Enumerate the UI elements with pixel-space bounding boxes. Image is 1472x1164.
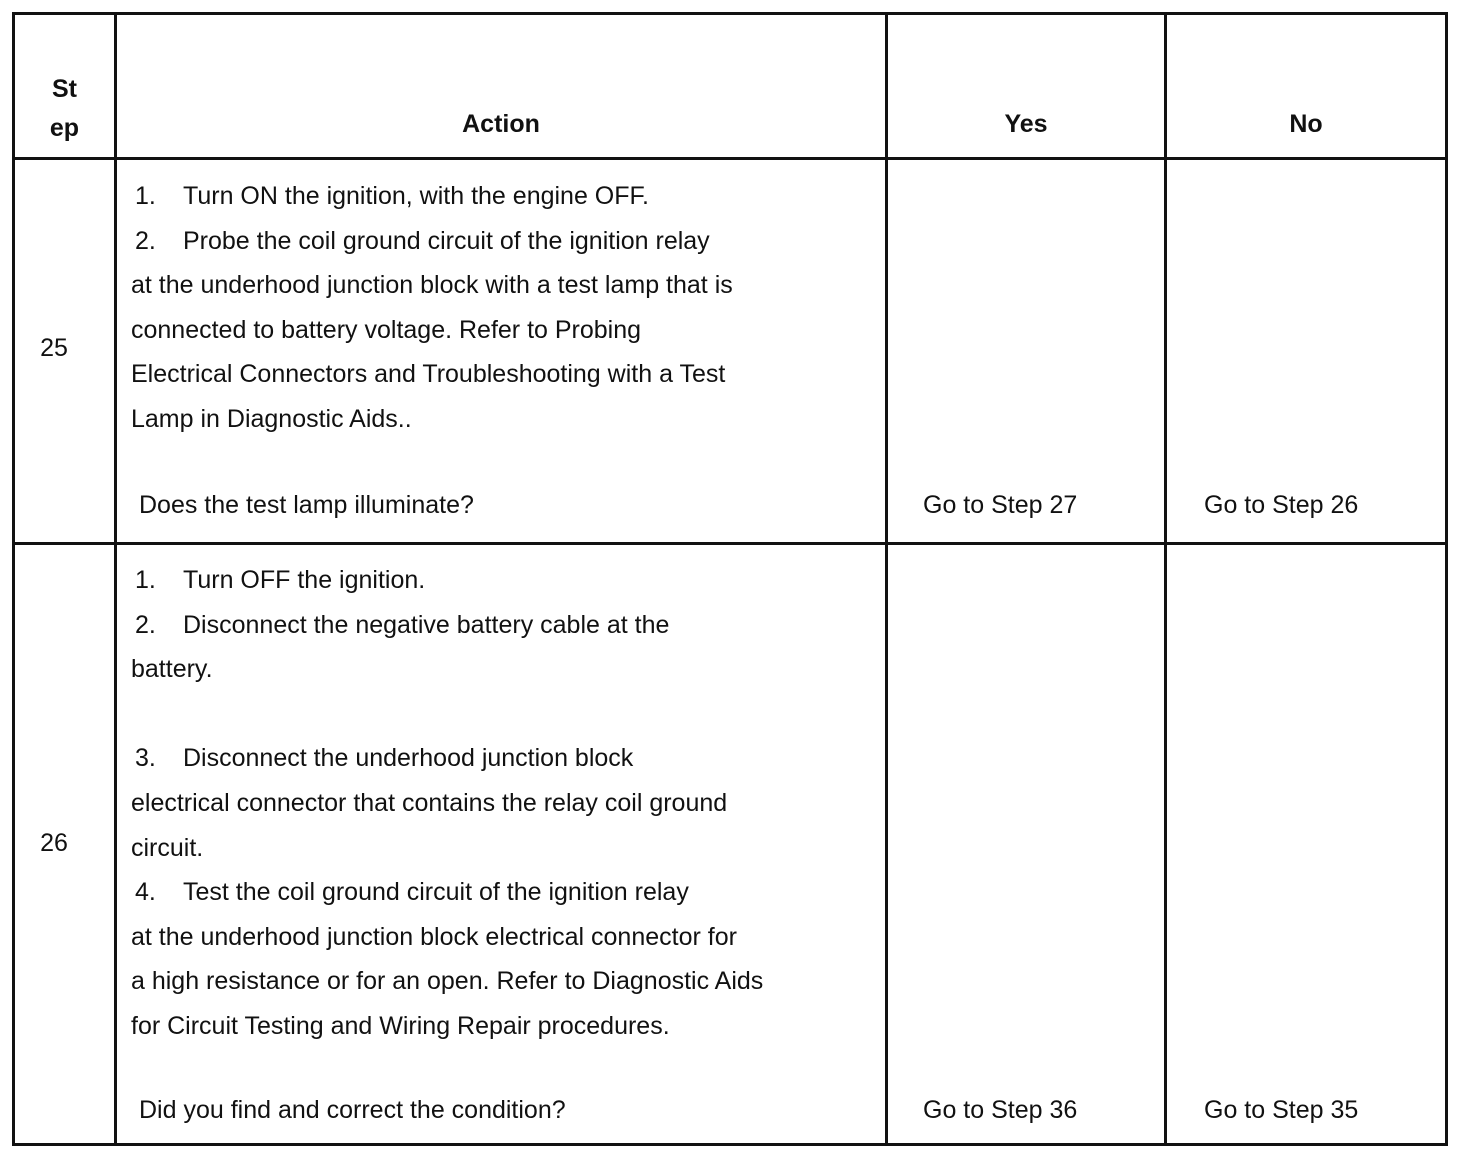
yes-action: Go to Step 27 [923, 491, 1078, 519]
row-divider [12, 542, 1448, 545]
instruction-line [131, 219, 733, 264]
instruction-line [131, 692, 763, 737]
table-border-bottom [12, 1143, 1448, 1146]
instruction-text: Turn ON the ignition, with the engine OFF. [183, 182, 649, 210]
header-step-line2: ep [49, 114, 80, 142]
column-divider-action [885, 12, 888, 1146]
action-instructions [131, 558, 763, 1049]
no-action: Go to Step 35 [1204, 1096, 1359, 1124]
step-question: Did you find and correct the condition? [139, 1096, 566, 1124]
instruction-line [131, 174, 733, 219]
diagnostic-table [12, 12, 1448, 1146]
instruction-number: 2. [135, 226, 156, 255]
header-divider [12, 157, 1448, 160]
action-instructions [131, 174, 733, 442]
step-number: 26 [40, 829, 68, 857]
instruction-text: Disconnect the negative battery cable at the [183, 610, 670, 639]
table-border-right [1445, 12, 1448, 1146]
instruction-line: battery. [131, 655, 213, 684]
header-no: No [1289, 110, 1323, 138]
instruction-line [131, 558, 763, 603]
header-action: Action [462, 110, 540, 138]
instruction-line: connected to battery voltage. Refer to Probing [131, 315, 642, 344]
instruction-number: 2. [135, 610, 156, 639]
header-yes: Yes [1004, 110, 1048, 138]
instruction-number: 1. [135, 566, 156, 594]
instruction-text: Probe the coil ground circuit of the ignition relay [183, 226, 710, 255]
yes-action: Go to Step 36 [923, 1096, 1078, 1124]
column-divider-step [114, 12, 117, 1146]
header-step [15, 70, 114, 148]
instruction-text: Test the coil ground circuit of the ignition relay [183, 878, 689, 907]
instruction-number: 1. [135, 182, 156, 210]
instruction-line: Electrical Connectors and Troubleshooting with a Test [131, 360, 726, 389]
instruction-text: Disconnect the underhood junction block [183, 744, 634, 773]
instruction-line [131, 736, 763, 781]
instruction-text: Turn OFF the ignition. [183, 566, 426, 594]
column-divider-yes [1164, 12, 1167, 1146]
instruction-line: at the underhood junction block with a test lamp that is [131, 271, 733, 300]
instruction-line: for Circuit Testing and Wiring Repair procedures. [131, 1011, 670, 1040]
step-question: Does the test lamp illuminate? [139, 491, 474, 519]
instruction-number: 4. [135, 878, 156, 907]
table-border-top [12, 12, 1448, 15]
instruction-line: electrical connector that contains the relay coil ground [131, 788, 728, 817]
no-action: Go to Step 26 [1204, 491, 1359, 519]
instruction-line: Lamp in Diagnostic Aids.. [131, 404, 412, 433]
instruction-line: a high resistance or for an open. Refer to Diagnostic Aids [131, 967, 764, 996]
header-step-line1: St [52, 75, 77, 103]
instruction-number: 3. [135, 744, 156, 773]
instruction-line [131, 870, 763, 915]
instruction-line: circuit. [131, 833, 204, 862]
instruction-line [131, 603, 763, 648]
step-number: 25 [40, 334, 68, 362]
instruction-line: at the underhood junction block electrical connector for [131, 922, 737, 951]
table-border-left [12, 12, 15, 1146]
